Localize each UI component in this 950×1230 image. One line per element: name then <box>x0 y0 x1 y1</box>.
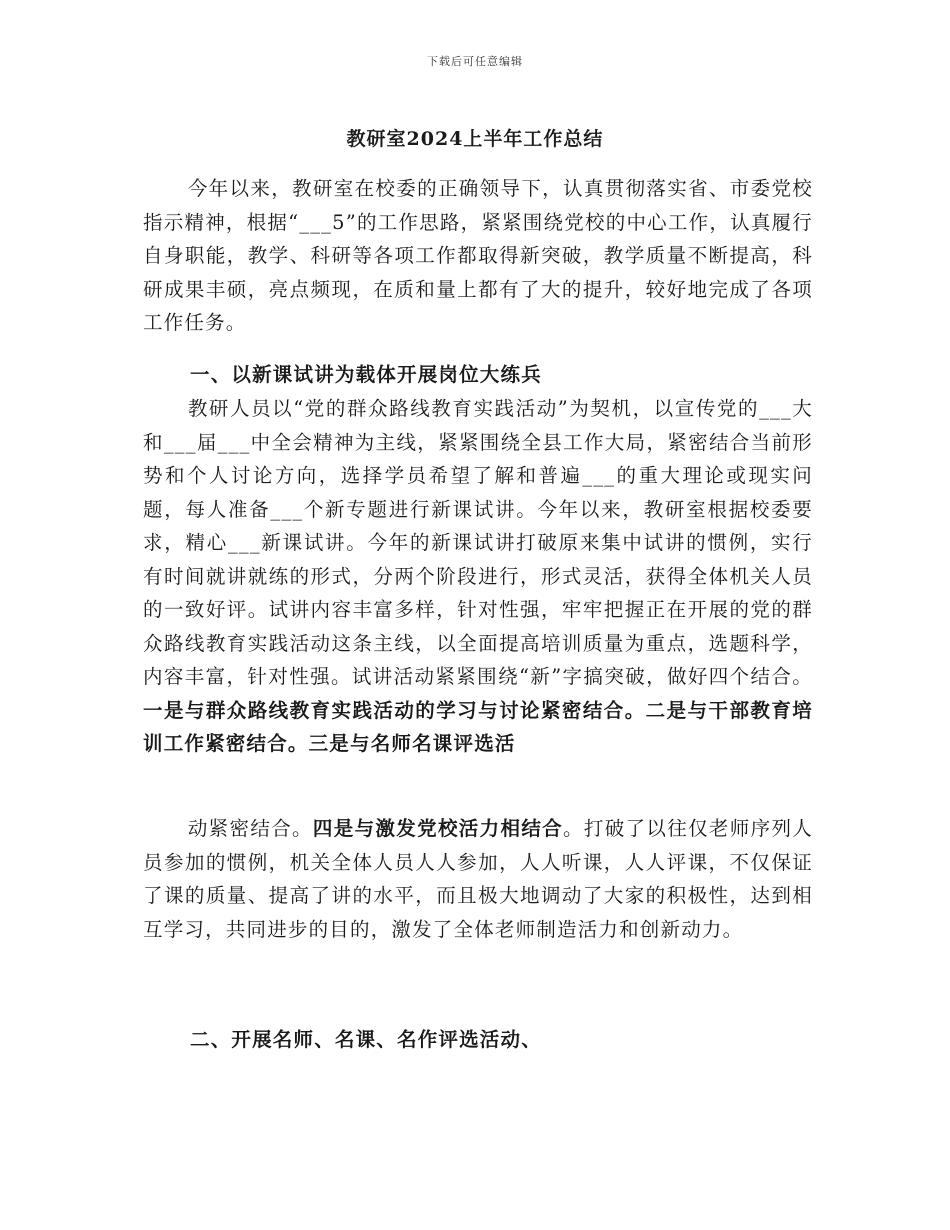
section-1-paragraph-2 <box>143 812 813 946</box>
section-1-paragraph-2-bold: 四是与激发党校活力相结合 <box>312 817 564 840</box>
section-1-heading: 一、以新课试讲为载体开展岗位大练兵 <box>190 363 542 386</box>
header-note: 下载后可任意编辑 <box>427 55 523 68</box>
section-1-paragraph-1-bold: 一是与群众路线教育实践活动的学习与讨论紧密结合。二是与干部教育培训工作紧密结合。三是与名师名课评选活 <box>143 698 813 755</box>
document-title: 教研室2024上半年工作总结 <box>346 128 604 150</box>
section-1-paragraph-1 <box>143 392 813 761</box>
section-2-heading: 二、开展名师、名课、名作评选活动、 <box>190 1028 542 1051</box>
section-1-paragraph-2-rest: 。打破了以往仅老师序列人员参加的惯例，机关全体人员人人参加，人人听课，人人评课，不仅保证了课的质量、提高了讲的水平，而且极大地调动了大家的积极性，达到相互学习，共同进步的目的，激发了全体老师制造活力和创新动力。 <box>143 817 814 941</box>
intro-paragraph: 今年以来，教研室在校委的正确领导下，认真贯彻落实省、市委党校指示精神，根据“___5”的工作思路，紧紧围绕党校的中心工作，认真履行自身职能，教学、科研等各项工作都取得新突破，教学质量不断提高，科研成果丰硕，亮点频现，在质和量上都有了大的提升，较好地完成了各项工作任务。 <box>143 177 813 334</box>
section-1-paragraph-1-text: 教研人员以“党的群众路线教育实践活动”为契机，以宣传党的___大和___届___中全会精神为主线，紧紧围绕全县工作大局，紧密结合当前形势和个人讨论方向，选择学员希望了解和普遍___的重大理论或现实问题，每人准备___个新专题进行新课试讲。今年以来，教研室根据校委要求，精心___新课试讲。今年的新课试讲打破原来集中试讲的惯例，实行有时间就讲就练的形式，分两个阶段进行，形式灵活，获得全体机关人员的一致好评。试讲内容丰富多样，针对性强，牢牢把握正在开展的党的群众路线教育实践活动这条主线，以全面提高培训质量为重点，选题科学，内容丰富，针对性强。试讲活动紧紧围绕“新”字搞突破，做好四个结合。 <box>143 397 813 688</box>
section-1-paragraph-2-start: 动紧密结合。 <box>187 817 313 840</box>
